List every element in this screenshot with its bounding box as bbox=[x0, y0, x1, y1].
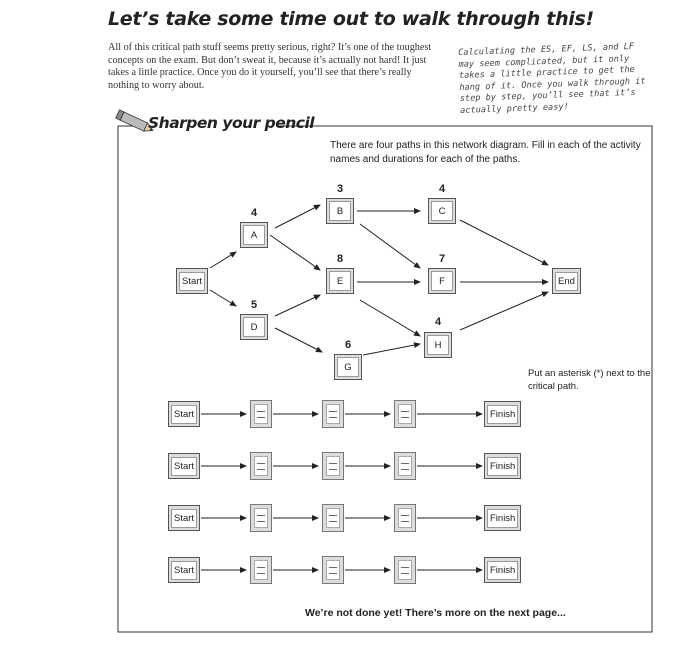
path-finish-node bbox=[484, 557, 521, 583]
activity-duration: 4 bbox=[434, 316, 442, 328]
activity-duration: 5 bbox=[250, 299, 258, 311]
activity-label: C bbox=[431, 201, 453, 221]
blank-activity-box[interactable] bbox=[250, 452, 272, 480]
path-row-arrows bbox=[201, 414, 482, 570]
network-end-node bbox=[552, 268, 581, 294]
blank-activity-box[interactable] bbox=[250, 400, 272, 428]
activity-node-a bbox=[240, 222, 268, 248]
activity-label: G bbox=[337, 357, 359, 377]
activity-label: D bbox=[243, 317, 265, 337]
blank-activity-box[interactable] bbox=[394, 452, 416, 480]
path-start-label: Start bbox=[171, 509, 197, 528]
activity-node-e bbox=[326, 268, 354, 294]
activity-node-h bbox=[424, 332, 452, 358]
blank-activity-box[interactable] bbox=[394, 556, 416, 584]
path-start-node bbox=[168, 505, 200, 531]
asterisk-instruction: Put an asterisk (*) next to the critical path. bbox=[528, 368, 651, 392]
activity-node-d bbox=[240, 314, 268, 340]
blank-activity-box[interactable] bbox=[322, 452, 344, 480]
footer-note: We’re not done yet! There’s more on the next page... bbox=[305, 607, 566, 619]
blank-activity-box[interactable] bbox=[394, 400, 416, 428]
path-finish-label: Finish bbox=[487, 405, 518, 424]
activity-node-b bbox=[326, 198, 354, 224]
page-title: Let’s take some time out to walk through this! bbox=[108, 8, 594, 30]
blank-activity-box[interactable] bbox=[250, 556, 272, 584]
path-start-node bbox=[168, 453, 200, 479]
activity-node-c bbox=[428, 198, 456, 224]
path-finish-label: Finish bbox=[487, 561, 518, 580]
path-finish-node bbox=[484, 505, 521, 531]
path-start-label: Start bbox=[171, 405, 197, 424]
blank-activity-box[interactable] bbox=[322, 400, 344, 428]
exercise-heading: Sharpen your pencil bbox=[148, 114, 315, 132]
exercise-instructions: There are four paths in this network diagram. Fill in each of the activity names and durations for each of the paths. bbox=[330, 140, 641, 165]
blank-activity-box[interactable] bbox=[394, 504, 416, 532]
activity-label: B bbox=[329, 201, 351, 221]
activity-label: E bbox=[329, 271, 351, 291]
activity-label: A bbox=[243, 225, 265, 245]
activity-duration: 3 bbox=[336, 183, 344, 195]
path-finish-label: Finish bbox=[487, 457, 518, 476]
path-start-label: Start bbox=[171, 457, 197, 476]
path-start-node bbox=[168, 401, 200, 427]
activity-duration: 4 bbox=[438, 183, 446, 195]
activity-node-f bbox=[428, 268, 456, 294]
blank-activity-box[interactable] bbox=[322, 504, 344, 532]
handwritten-note: Calculating the ES, EF, LS, and LF may seem complicated, but it only takes a little practice to get the hang of it. Once you walk through it step by step, you’ll see that it’s actually pretty easy! bbox=[458, 41, 646, 116]
intro-paragraph: All of this critical path stuff seems pretty serious, right? It’s one of the toughest concepts on the exam. But don’t sweat it, because it’s actually not hard! It just takes a little practice. Once you do it yourself, you’ll see that there’s really nothing to worry about. bbox=[108, 42, 432, 91]
path-finish-label: Finish bbox=[487, 509, 518, 528]
activity-duration: 6 bbox=[344, 339, 352, 351]
network-end-label: End bbox=[555, 272, 578, 291]
activity-label: F bbox=[431, 271, 453, 291]
blank-activity-box[interactable] bbox=[250, 504, 272, 532]
blank-activity-box[interactable] bbox=[322, 556, 344, 584]
path-start-node bbox=[168, 557, 200, 583]
network-start-node bbox=[176, 268, 208, 294]
activity-node-g bbox=[334, 354, 362, 380]
path-finish-node bbox=[484, 401, 521, 427]
path-start-label: Start bbox=[171, 561, 197, 580]
network-start-label: Start bbox=[179, 272, 205, 291]
activity-duration: 8 bbox=[336, 253, 344, 265]
activity-label: H bbox=[427, 335, 449, 355]
path-finish-node bbox=[484, 453, 521, 479]
activity-duration: 4 bbox=[250, 207, 258, 219]
activity-duration: 7 bbox=[438, 253, 446, 265]
